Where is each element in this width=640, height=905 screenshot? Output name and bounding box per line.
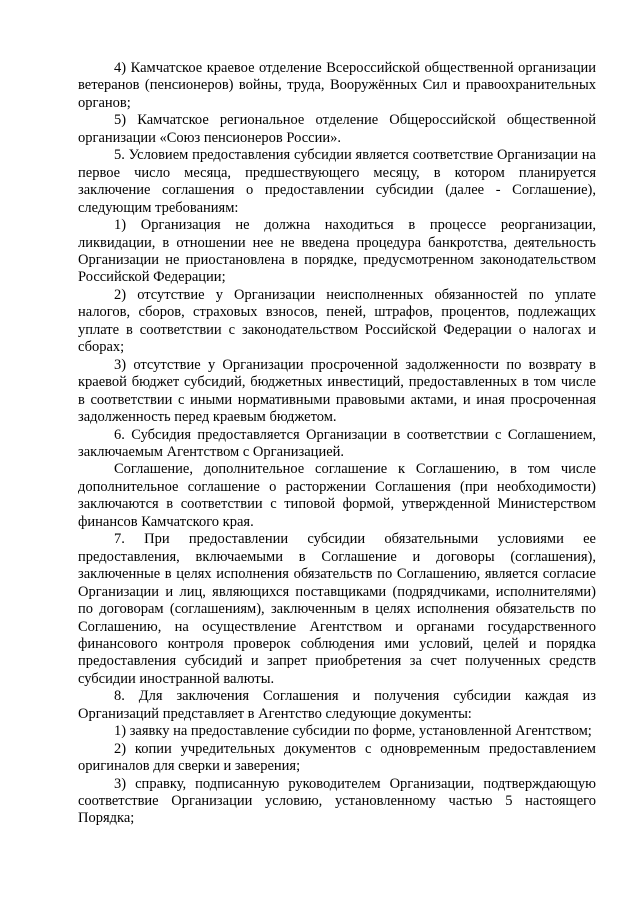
paragraph-requirement-2: 2) отсутствие у Организации неисполненных обязанностей по уплате налогов, сборов, страховых взносов, пеней, штрафов, процентов, подлежащих уплате в соответствии с законодательством Российской Федерации о налогах и сборах;	[78, 286, 596, 356]
paragraph-document-1: 1) заявку на предоставление субсидии по форме, установленной Агентством;	[114, 723, 592, 740]
paragraph-document-2: 2) копии учредительных документов с одновременным предоставлением оригиналов для сверки и заверения;	[78, 740, 596, 775]
paragraph-4-veterans-org: 4) Камчатское краевое отделение Всероссийской общественной организации ветеранов (пенсионеров) войны, труда, Вооружённых Сил и правоохранительных органов;	[78, 60, 596, 111]
paragraph-agreement-form: Соглашение, дополнительное соглашение к Соглашению, в том числе дополнительное соглашение о расторжении Соглашения (при необходимости) заключаются в соответствии с типовой формой, утвержденной Министерством финансов Камчатского края.	[78, 461, 596, 530]
paragraph-document-3: 3) справку, подписанную руководителем Организации, подтверждающую соответствие Организации условию, установленному частью 5 настоящего Порядка;	[78, 775, 596, 827]
paragraph-section-7: 7. При предоставлении субсидии обязательными условиями ее предоставления, включаемыми в Соглашение и договоры (соглашения), заключенные в целях исполнения обязательств по Соглашению, является согласие Организации и лиц, являющихся поставщиками (подрядчиками, исполнителями) по договорам (соглашениям), заключенным в целях исполнения обязательств по Соглашению, на осуществление Агентством и органами государственного финансового контроля проверок соблюдения ими условий, целей и порядка предоставления субсидий и запрет приобретения за счет полученных средств субсидии иностранной валюты.	[78, 531, 596, 687]
paragraph-section-6: 6. Субсидия предоставляется Организации в соответствии с Соглашением, заключаемым Агентством с Организацией.	[78, 426, 596, 460]
document-body	[78, 60, 596, 828]
paragraph-requirement-3: 3) отсутствие у Организации просроченной задолженности по возврату в краевой бюджет субсидий, бюджетных инвестиций, предоставленных в том числе в соответствии с иными нормативными правовыми актами, и иная просроченная задолженность перед краевым бюджетом.	[78, 356, 596, 426]
paragraph-section-8: 8. Для заключения Соглашения и получения субсидии каждая из Организаций представляет в Агентство следующие документы:	[78, 688, 596, 722]
paragraph-5-pensioners-union: 5) Камчатское региональное отделение Общероссийской общественной организации «Союз пенсионеров России».	[78, 112, 596, 146]
paragraph-requirement-1: 1) Организация не должна находиться в процессе реорганизации, ликвидации, в отношении нее не введена процедура банкротства, деятельность Организации не приостановлена в порядке, предусмотренном законодательством Российской Федерации;	[78, 217, 596, 286]
paragraph-section-5-conditions: 5. Условием предоставления субсидии является соответствие Организации на первое число месяца, предшествующего месяцу, в котором планируется заключение соглашения о предоставлении субсидии (далее - Соглашение), следующим требованиям:	[78, 147, 596, 216]
